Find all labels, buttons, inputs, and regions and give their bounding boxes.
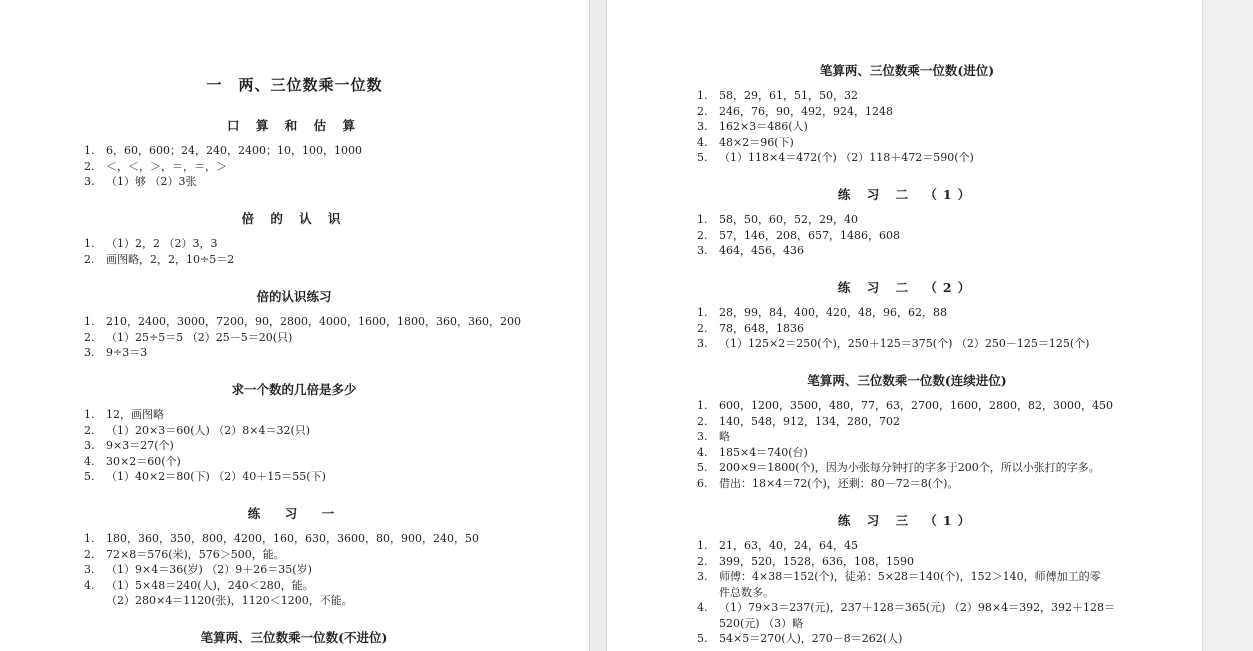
list-item: 5. （1）118×4＝472(个) （2）118＋472＝590(个) <box>697 151 974 164</box>
list-item-continuation: 件总数多。 <box>719 585 774 599</box>
section-title: 练 习 三 （1） <box>837 513 977 528</box>
list-item-continuation: 520(元) （3）略 <box>719 616 804 630</box>
list-item: 2. 399，520，1528，636，108，1590 <box>697 554 914 568</box>
section-written-continuous-carry <box>697 372 1117 491</box>
section-title: 练 习 二 （1） <box>837 187 977 202</box>
list-item: 2. 画图略，2，2，10÷5＝2 <box>84 252 235 266</box>
list-item: 6. 借出：18×4＝72(个)，还剩：80－72＝8(个)。 <box>697 476 959 490</box>
list-item: 2. ＜，＜，＞，＝，＝，＞ <box>84 159 227 173</box>
section-title: 笔算两、三位数乘一位数(进位) <box>819 63 995 78</box>
list-item-continuation: （2）280×4＝1120(张)，1120＜1200，不能。 <box>106 594 353 607</box>
list-item: 3. （1）9×4＝36(岁) （2）9＋26＝35(岁) <box>84 563 312 576</box>
page-gutter <box>589 0 607 651</box>
list-item: 2. 140，548，912，134，280，702 <box>697 414 900 428</box>
list-item: 3. 略 <box>697 430 730 443</box>
list-item: 3. 9×3＝27(个) <box>84 439 174 452</box>
list-item: 1. （1）2，2 （2）3，3 <box>84 237 218 250</box>
section-written-no-carry <box>84 629 504 651</box>
list-item: 2. （1）20×3＝60(人) （2）8×4＝32(只) <box>84 423 311 437</box>
list-item: 4. （1）5×48＝240(人)，240＜280，能。 <box>84 578 314 592</box>
section-exercise-2-2 <box>697 279 1117 352</box>
list-item: 1. 180，360，350，800，4200，160，630，3600，80，900，240，50 <box>84 532 479 545</box>
list-item: 1. 600，1200，3500，480，77，63，2700，1600，2800，82，3000，450 <box>697 399 1113 412</box>
section-written-carry <box>697 62 1117 166</box>
section-title: 倍的认识练习 <box>256 289 332 304</box>
section-oral-estimation <box>84 117 504 190</box>
section-title: 练 习 二 （2） <box>837 280 977 295</box>
section-title: 练 习 一 <box>247 506 341 521</box>
list-item: 3. 162×3＝486(人) <box>697 120 808 133</box>
section-title: 笔算两、三位数乘一位数(不进位) <box>200 630 388 645</box>
list-item: 3. （1）够 （2）3张 <box>84 175 197 188</box>
list-item: 1. 12，画图略 <box>84 408 164 421</box>
list-item: 4. 185×4＝740(台) <box>697 445 808 459</box>
list-item: 3. 9÷3＝3 <box>84 346 148 359</box>
list-item: 2. 72×8＝576(米)，576＞500，能。 <box>84 547 285 561</box>
list-item: 1. 6，60，600；24，240，2400；10，100，1000 <box>84 144 362 157</box>
list-item: 5. 200×9＝1800(个)，因为小张每分钟打的字多于200个，所以小张打的字多。 <box>697 461 1100 474</box>
section-multiple-concept <box>84 210 504 267</box>
left-page <box>0 0 589 651</box>
list-item: 1. 58，50，60，52，29，40 <box>697 213 858 226</box>
section-exercise-2-1 <box>697 186 1117 259</box>
list-item: 5. （1）40×2＝80(下) （2）40＋15＝55(下) <box>84 470 326 483</box>
section-title: 倍 的 认 识 <box>241 211 347 226</box>
chapter-title: 一 两、三位数乘一位数 <box>206 76 383 94</box>
list-item: 4. 48×2＝96(下) <box>697 135 794 149</box>
list-item: 1. 58，29，61，51，50，32 <box>697 89 858 102</box>
list-item: 2. 57，146，208，657，1486，608 <box>697 228 900 242</box>
scrollbar-track[interactable] <box>1202 0 1253 651</box>
section-multiple-practice <box>84 288 521 361</box>
list-item: 1. 210，2400，3000，7200，90，2800，4000，1600，1800，360，360，200 <box>84 315 521 328</box>
list-item: 1. 21，63，40，24，64，45 <box>697 539 858 552</box>
list-item: 4. 30×2＝60(个) <box>84 454 181 468</box>
section-title: 求一个数的几倍是多少 <box>231 382 357 397</box>
list-item: 2. 78，648，1836 <box>697 321 804 335</box>
list-item: 2. 246，76，90，492，924，1248 <box>697 104 893 118</box>
section-title: 口 算 和 估 算 <box>227 118 361 133</box>
list-item: 2. （1）25÷5＝5 （2）25－5＝20(只) <box>84 330 293 344</box>
section-exercise-1 <box>84 505 504 609</box>
list-item: 4. （1）79×3＝237(元)，237＋128＝365(元) （2）98×4＝392，392＋128＝ <box>697 601 1116 614</box>
list-item: 1. 28，99，84，400，420，48，96，62，88 <box>697 306 947 319</box>
list-item: 3. 464，456，436 <box>697 244 804 257</box>
section-exercise-3-1 <box>697 512 1117 647</box>
section-title: 笔算两、三位数乘一位数(连续进位) <box>807 373 1007 388</box>
list-item: 5. 54×5＝270(人)，270－8＝262(人) <box>697 632 903 645</box>
list-item: 3. 师傅：4×38＝152(个)，徒弟：5×28＝140(个)，152＞140，师傅加工的零 <box>697 570 1101 583</box>
list-item: 3. （1）125×2＝250(个)，250＋125＝375(个) （2）250－125＝125(个) <box>697 337 1090 350</box>
section-times-of-number <box>84 381 504 485</box>
right-page <box>607 0 1202 651</box>
